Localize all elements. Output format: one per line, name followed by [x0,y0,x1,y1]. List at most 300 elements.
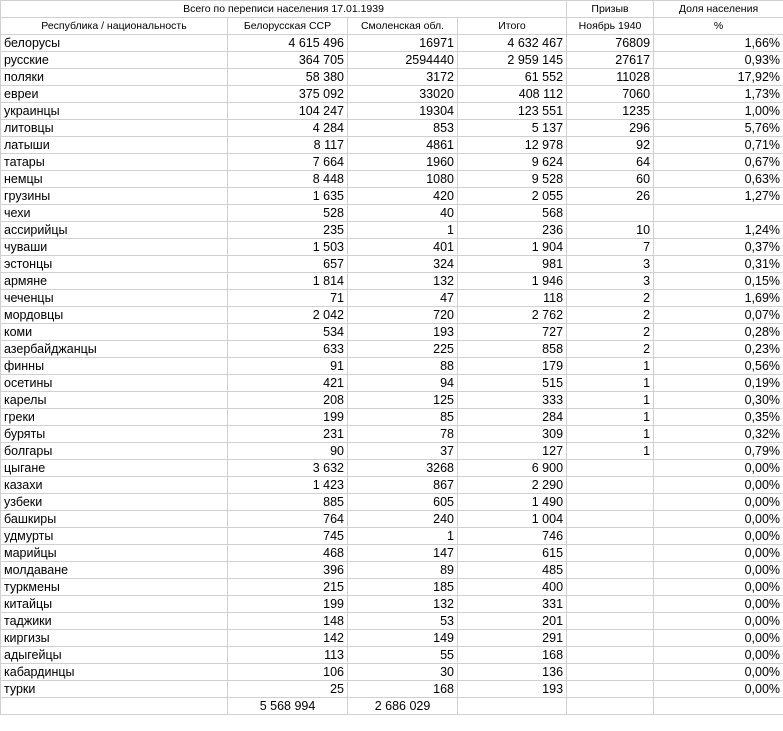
total-cell[interactable]: 168 [458,647,567,664]
republic-header: Республика / национальность [41,20,187,32]
table-row [1,154,783,171]
call-up-cell[interactable]: 3 [567,273,654,290]
bssr-header-cell[interactable] [228,18,348,35]
share-cell[interactable]: 0,00% [654,664,783,681]
nationality-cell[interactable]: киргизы [1,630,228,647]
table-row [1,579,783,596]
nationality-cell[interactable]: таджики [1,613,228,630]
smolensk-cell[interactable]: 88 [348,358,458,375]
nationality-cell[interactable]: коми [1,324,228,341]
empty-cell[interactable] [458,698,567,715]
nationality-cell[interactable]: буряты [1,426,228,443]
table-row [1,171,783,188]
nationality-cell[interactable]: эстонцы [1,256,228,273]
share-cell[interactable]: 0,32% [654,426,783,443]
nationality-cell[interactable]: грузины [1,188,228,205]
total-cell[interactable]: 136 [458,664,567,681]
nationality-cell[interactable]: туркмены [1,579,228,596]
percent-header: % [713,20,724,32]
call-up-cell[interactable]: 1 [567,375,654,392]
nationality-cell[interactable]: молдаване [1,562,228,579]
total-cell[interactable]: 118 [458,290,567,307]
bssr-cell[interactable]: 4 615 496 [228,35,348,52]
total-cell[interactable]: 1 490 [458,494,567,511]
nationality-cell[interactable]: китайцы [1,596,228,613]
total-cell[interactable]: 309 [458,426,567,443]
share-cell[interactable]: 17,92% [654,69,783,86]
smolensk-cell[interactable]: 149 [348,630,458,647]
table-row [1,545,783,562]
nationality-cell[interactable]: украинцы [1,103,228,120]
share-cell[interactable]: 5,76% [654,120,783,137]
nationality-cell[interactable]: цыгане [1,460,228,477]
bssr-cell[interactable]: 1 814 [228,273,348,290]
total-header: Итого [498,20,526,32]
total-cell[interactable]: 4 632 467 [458,35,567,52]
bssr-cell[interactable]: 199 [228,596,348,613]
nationality-cell[interactable]: чехи [1,205,228,222]
share-cell[interactable]: 0,00% [654,528,783,545]
table-row [1,409,783,426]
call-up-cell[interactable]: 1 [567,426,654,443]
share-cell[interactable]: 0,71% [654,137,783,154]
percent-header-cell[interactable] [654,18,783,35]
smolensk-cell[interactable]: 33020 [348,86,458,103]
table-row [1,273,783,290]
nationality-cell[interactable]: удмурты [1,528,228,545]
share-cell[interactable]: 0,00% [654,613,783,630]
smolensk-cell[interactable]: 1080 [348,171,458,188]
total-cell[interactable]: 291 [458,630,567,647]
share-cell[interactable]: 1,00% [654,103,783,120]
nationality-cell[interactable]: осетины [1,375,228,392]
bssr-cell[interactable]: 7 664 [228,154,348,171]
table-row [1,239,783,256]
share-cell[interactable]: 0,93% [654,52,783,69]
smolensk-cell[interactable]: 37 [348,443,458,460]
smolensk-cell[interactable]: 401 [348,239,458,256]
bssr-header: Белорусская ССР [243,20,332,32]
table-row [1,630,783,647]
share-cell[interactable]: 1,27% [654,188,783,205]
call-up-cell[interactable]: 2 [567,341,654,358]
header-row-2 [1,18,783,35]
smolensk-cell[interactable]: 47 [348,290,458,307]
call-up-cell[interactable] [567,579,654,596]
share-cell[interactable] [654,205,783,222]
total-cell[interactable]: 9 624 [458,154,567,171]
table-row [1,103,783,120]
bssr-cell[interactable]: 421 [228,375,348,392]
total-cell[interactable]: 981 [458,256,567,273]
call-up-cell[interactable] [567,596,654,613]
total-cell[interactable]: 515 [458,375,567,392]
share-cell[interactable]: 0,28% [654,324,783,341]
table-row [1,477,783,494]
call-up-cell[interactable]: 1 [567,392,654,409]
table-row [1,188,783,205]
nationality-cell[interactable]: башкиры [1,511,228,528]
table-row [1,426,783,443]
table-row [1,120,783,137]
bssr-cell[interactable]: 199 [228,409,348,426]
share-cell[interactable]: 0,35% [654,409,783,426]
smolensk-cell[interactable]: 605 [348,494,458,511]
table-row [1,52,783,69]
smolensk-cell[interactable]: 3268 [348,460,458,477]
call-up-cell[interactable]: 1235 [567,103,654,120]
total-cell[interactable]: 179 [458,358,567,375]
call-date-header: Ноябрь 1940 [578,20,642,32]
call-up-cell[interactable]: 296 [567,120,654,137]
smolensk-cell[interactable]: 125 [348,392,458,409]
nationality-cell[interactable]: азербайджанцы [1,341,228,358]
table-row [1,681,783,698]
smolensk-cell[interactable]: 420 [348,188,458,205]
total-cell[interactable]: 236 [458,222,567,239]
smolensk-cell[interactable]: 132 [348,596,458,613]
total-cell[interactable]: 1 004 [458,511,567,528]
bssr-cell[interactable]: 4 284 [228,120,348,137]
bssr-cell[interactable]: 91 [228,358,348,375]
call-up-cell[interactable]: 7060 [567,86,654,103]
total-cell[interactable]: 12 978 [458,137,567,154]
nationality-cell[interactable]: мордовцы [1,307,228,324]
share-header-cell[interactable] [654,1,783,18]
table-row [1,324,783,341]
call-up-cell[interactable]: 1 [567,409,654,426]
share-cell[interactable]: 0,30% [654,392,783,409]
table-row [1,341,783,358]
bssr-cell[interactable]: 396 [228,562,348,579]
share-cell[interactable]: 0,07% [654,307,783,324]
share-cell[interactable]: 0,00% [654,545,783,562]
bssr-cell[interactable]: 1 423 [228,477,348,494]
smolensk-cell[interactable]: 55 [348,647,458,664]
total-cell[interactable]: 400 [458,579,567,596]
bssr-cell[interactable]: 142 [228,630,348,647]
call-up-cell[interactable]: 2 [567,324,654,341]
nationality-cell[interactable]: чеченцы [1,290,228,307]
total-cell[interactable]: 127 [458,443,567,460]
total-cell[interactable]: 568 [458,205,567,222]
smolensk-cell[interactable]: 168 [348,681,458,698]
table-row [1,358,783,375]
bssr-cell[interactable]: 208 [228,392,348,409]
nationality-cell[interactable]: поляки [1,69,228,86]
totals-row [1,698,783,715]
call-up-header-cell[interactable] [567,1,654,18]
bssr-cell[interactable]: 215 [228,579,348,596]
smolensk-cell[interactable]: 85 [348,409,458,426]
bssr-cell[interactable]: 633 [228,341,348,358]
call-up-cell[interactable] [567,647,654,664]
smolensk-cell[interactable]: 19304 [348,103,458,120]
nationality-cell[interactable]: литовцы [1,120,228,137]
share-cell[interactable]: 0,67% [654,154,783,171]
bssr-total-cell[interactable]: 5 568 994 [228,698,348,715]
smolensk-cell[interactable]: 16971 [348,35,458,52]
total-cell[interactable]: 61 552 [458,69,567,86]
census-title-cell[interactable] [1,1,567,18]
call-up-cell[interactable]: 2 [567,307,654,324]
bssr-cell[interactable]: 231 [228,426,348,443]
call-up-cell[interactable] [567,494,654,511]
nationality-cell[interactable]: татары [1,154,228,171]
call-up-cell[interactable]: 10 [567,222,654,239]
call-up-cell[interactable] [567,664,654,681]
total-cell[interactable]: 408 112 [458,86,567,103]
share-cell[interactable]: 0,63% [654,171,783,188]
call-up-cell[interactable]: 76809 [567,35,654,52]
table-row [1,460,783,477]
nationality-cell[interactable]: марийцы [1,545,228,562]
smolensk-cell[interactable]: 853 [348,120,458,137]
total-cell[interactable]: 5 137 [458,120,567,137]
bssr-cell[interactable]: 113 [228,647,348,664]
bssr-cell[interactable]: 885 [228,494,348,511]
total-cell[interactable]: 727 [458,324,567,341]
table-row [1,392,783,409]
nationality-cell[interactable]: греки [1,409,228,426]
table-row [1,86,783,103]
bssr-cell[interactable]: 764 [228,511,348,528]
table-row [1,35,783,52]
smolensk-header-cell[interactable] [348,18,458,35]
share-cell[interactable]: 1,69% [654,290,783,307]
nationality-cell[interactable]: турки [1,681,228,698]
bssr-cell[interactable]: 534 [228,324,348,341]
table-row [1,222,783,239]
call-up-cell[interactable]: 7 [567,239,654,256]
smolensk-cell[interactable]: 132 [348,273,458,290]
call-up-cell[interactable]: 1 [567,358,654,375]
share-cell[interactable]: 0,00% [654,630,783,647]
table-row [1,205,783,222]
table-row [1,511,783,528]
nationality-cell[interactable]: немцы [1,171,228,188]
call-up-cell[interactable]: 27617 [567,52,654,69]
nationality-cell[interactable]: русские [1,52,228,69]
smolensk-cell[interactable]: 1960 [348,154,458,171]
share-header: Доля населения [678,3,759,15]
table-row [1,596,783,613]
table-row [1,256,783,273]
share-cell[interactable]: 0,31% [654,256,783,273]
call-up-cell[interactable]: 2 [567,290,654,307]
call-up-cell[interactable]: 1 [567,443,654,460]
smolensk-cell[interactable]: 53 [348,613,458,630]
call-up-cell[interactable]: 64 [567,154,654,171]
share-cell[interactable]: 0,00% [654,647,783,664]
share-cell[interactable]: 1,24% [654,222,783,239]
nationality-cell[interactable]: латыши [1,137,228,154]
call-up-cell[interactable] [567,562,654,579]
bssr-cell[interactable]: 104 247 [228,103,348,120]
bssr-cell[interactable]: 528 [228,205,348,222]
nationality-cell[interactable]: болгары [1,443,228,460]
call-up-cell[interactable] [567,205,654,222]
smolensk-cell[interactable]: 240 [348,511,458,528]
total-cell[interactable]: 123 551 [458,103,567,120]
bssr-cell[interactable]: 58 380 [228,69,348,86]
bssr-cell[interactable]: 8 117 [228,137,348,154]
republic-header-cell[interactable] [1,18,228,35]
bssr-cell[interactable]: 148 [228,613,348,630]
call-up-cell[interactable] [567,681,654,698]
smolensk-cell[interactable]: 147 [348,545,458,562]
bssr-cell[interactable]: 8 448 [228,171,348,188]
bssr-cell[interactable]: 106 [228,664,348,681]
smolensk-cell[interactable]: 2594440 [348,52,458,69]
table-row [1,307,783,324]
smolensk-cell[interactable]: 324 [348,256,458,273]
share-cell[interactable]: 1,66% [654,35,783,52]
table-row [1,443,783,460]
nationality-cell[interactable]: армяне [1,273,228,290]
call-up-cell[interactable]: 60 [567,171,654,188]
total-cell[interactable]: 615 [458,545,567,562]
table-row [1,528,783,545]
share-cell[interactable]: 0,15% [654,273,783,290]
smolensk-cell[interactable]: 225 [348,341,458,358]
total-cell[interactable]: 9 528 [458,171,567,188]
call-up-cell[interactable] [567,477,654,494]
nationality-cell[interactable]: узбеки [1,494,228,511]
call-up-cell[interactable]: 3 [567,256,654,273]
nationality-cell[interactable]: евреи [1,86,228,103]
smolensk-cell[interactable]: 40 [348,205,458,222]
smolensk-cell[interactable]: 89 [348,562,458,579]
total-cell[interactable]: 2 959 145 [458,52,567,69]
call-up-cell[interactable] [567,630,654,647]
total-cell[interactable]: 1 946 [458,273,567,290]
table-row [1,647,783,664]
call-up-cell[interactable] [567,460,654,477]
smolensk-cell[interactable]: 867 [348,477,458,494]
share-cell[interactable]: 0,00% [654,562,783,579]
smolensk-header: Смоленская обл. [360,20,445,32]
bssr-cell[interactable]: 375 092 [228,86,348,103]
total-cell[interactable]: 485 [458,562,567,579]
bssr-cell[interactable]: 2 042 [228,307,348,324]
share-cell[interactable]: 0,00% [654,460,783,477]
call-up-cell[interactable]: 26 [567,188,654,205]
smolensk-cell[interactable]: 4861 [348,137,458,154]
table-row [1,562,783,579]
total-cell[interactable]: 201 [458,613,567,630]
share-cell[interactable]: 1,73% [654,86,783,103]
nationality-cell[interactable]: карелы [1,392,228,409]
nationality-cell[interactable]: казахи [1,477,228,494]
nationality-cell[interactable]: адыгейцы [1,647,228,664]
share-cell[interactable]: 0,79% [654,443,783,460]
bssr-cell[interactable]: 3 632 [228,460,348,477]
call-up-cell[interactable] [567,613,654,630]
total-cell[interactable]: 746 [458,528,567,545]
smolensk-cell[interactable]: 94 [348,375,458,392]
smolensk-cell[interactable]: 78 [348,426,458,443]
call-up-cell[interactable] [567,528,654,545]
share-cell[interactable]: 0,00% [654,596,783,613]
smolensk-cell[interactable]: 193 [348,324,458,341]
share-cell[interactable]: 0,37% [654,239,783,256]
empty-cell[interactable] [654,698,783,715]
nationality-cell[interactable]: финны [1,358,228,375]
share-cell[interactable]: 0,00% [654,494,783,511]
nationality-cell[interactable]: белорусы [1,35,228,52]
total-cell[interactable]: 333 [458,392,567,409]
nationality-cell[interactable]: чуваши [1,239,228,256]
smolensk-cell[interactable]: 1 [348,528,458,545]
total-cell[interactable]: 331 [458,596,567,613]
table-row [1,494,783,511]
total-cell[interactable]: 858 [458,341,567,358]
header-row-1 [1,1,783,18]
table-row [1,664,783,681]
share-cell[interactable]: 0,00% [654,579,783,596]
call-up-cell[interactable] [567,545,654,562]
bssr-cell[interactable]: 468 [228,545,348,562]
nationality-cell[interactable]: ассирийцы [1,222,228,239]
total-cell[interactable]: 2 762 [458,307,567,324]
total-cell[interactable]: 284 [458,409,567,426]
total-cell[interactable]: 2 290 [458,477,567,494]
bssr-cell[interactable]: 235 [228,222,348,239]
smolensk-cell[interactable]: 1 [348,222,458,239]
smolensk-cell[interactable]: 3172 [348,69,458,86]
share-cell[interactable]: 0,23% [654,341,783,358]
smolensk-total-cell[interactable]: 2 686 029 [348,698,458,715]
empty-cell[interactable] [567,698,654,715]
bssr-cell[interactable]: 25 [228,681,348,698]
share-cell[interactable]: 0,56% [654,358,783,375]
bssr-cell[interactable]: 657 [228,256,348,273]
share-cell[interactable]: 0,00% [654,477,783,494]
table-row [1,137,783,154]
nationality-cell[interactable]: кабардинцы [1,664,228,681]
call-up-cell[interactable]: 92 [567,137,654,154]
smolensk-cell[interactable]: 30 [348,664,458,681]
smolensk-cell[interactable]: 185 [348,579,458,596]
smolensk-cell[interactable]: 720 [348,307,458,324]
table-row [1,69,783,86]
bssr-cell[interactable]: 71 [228,290,348,307]
total-header-cell[interactable] [458,18,567,35]
bssr-cell[interactable]: 90 [228,443,348,460]
call-up-cell[interactable]: 11028 [567,69,654,86]
share-cell[interactable]: 0,00% [654,681,783,698]
total-cell[interactable]: 1 904 [458,239,567,256]
table-row [1,290,783,307]
bssr-cell[interactable]: 1 503 [228,239,348,256]
call-up-header: Призыв [591,3,629,15]
bssr-cell[interactable]: 1 635 [228,188,348,205]
call-date-header-cell[interactable] [567,18,654,35]
share-cell[interactable]: 0,00% [654,511,783,528]
share-cell[interactable]: 0,19% [654,375,783,392]
total-cell[interactable]: 193 [458,681,567,698]
total-cell[interactable]: 6 900 [458,460,567,477]
total-cell[interactable]: 2 055 [458,188,567,205]
call-up-cell[interactable] [567,511,654,528]
empty-cell[interactable] [1,698,228,715]
table-row [1,375,783,392]
bssr-cell[interactable]: 364 705 [228,52,348,69]
census-title: Всего по переписи населения 17.01.1939 [183,3,384,15]
bssr-cell[interactable]: 745 [228,528,348,545]
table-row [1,613,783,630]
